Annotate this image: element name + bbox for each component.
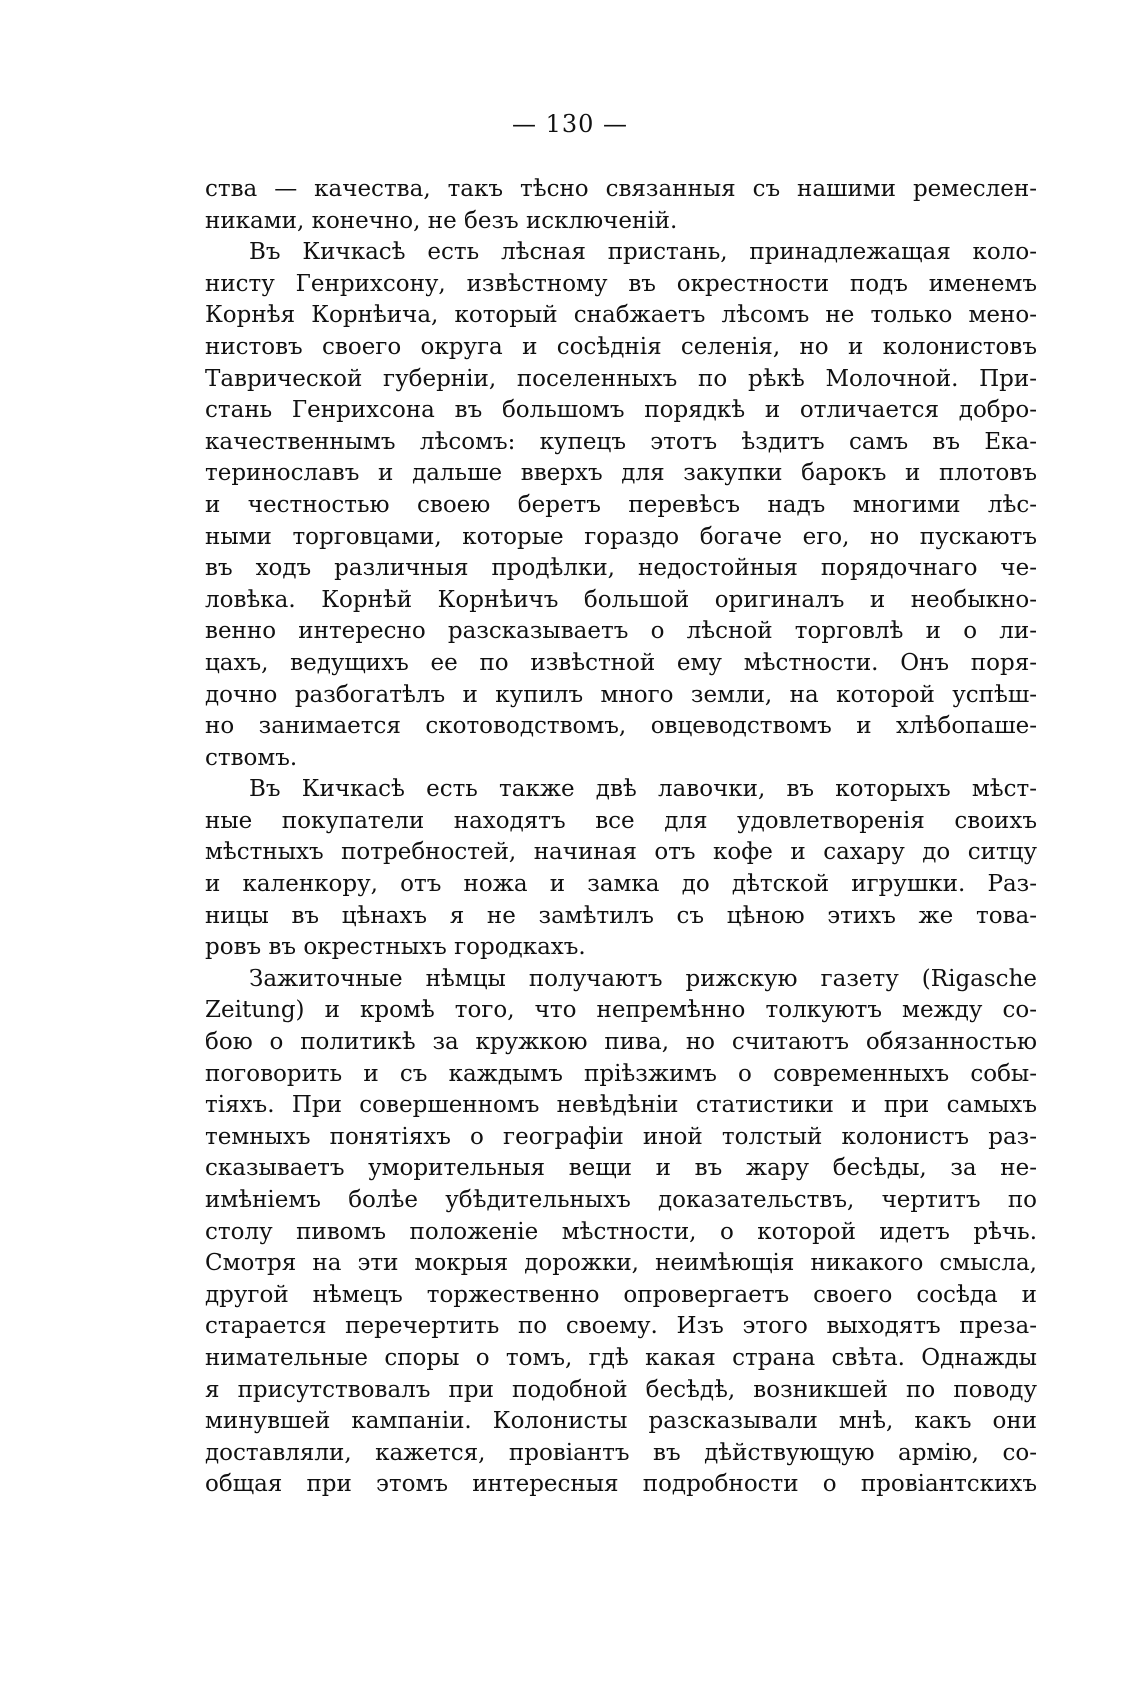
text-line: общая при этомъ интересныя подробности о провіантскихъ xyxy=(205,1471,1037,1498)
text-line: дочно разбогатѣлъ и купилъ много земли, на которой успѣш- xyxy=(205,681,1037,708)
body-text xyxy=(205,174,1037,1501)
text-line: и каленкору, отъ ножа и замка до дѣтской игрушки. Раз- xyxy=(205,871,1037,898)
text-line: минувшей кампаніи. Колонисты разсказывали мнѣ, какъ они xyxy=(205,1408,1037,1435)
text-line: Въ Кичкасѣ есть также двѣ лавочки, въ которыхъ мѣст- xyxy=(249,776,1037,803)
text-line: качественнымъ лѣсомъ: купецъ этотъ ѣздитъ самъ въ Ека- xyxy=(205,428,1037,455)
text-line: Смотря на эти мокрыя дорожки, неимѣющія никакого смысла, xyxy=(205,1250,1037,1277)
text-line: поговорить и съ каждымъ пріѣзжимъ о современныхъ собы- xyxy=(205,1060,1037,1087)
text-line: никами, конечно, не безъ исключеній. xyxy=(205,207,678,234)
text-line: стань Генрихсона въ большомъ порядкѣ и отличается добро- xyxy=(205,397,1037,424)
text-line: мѣстныхъ потребностей, начиная отъ кофе и сахару до ситцу xyxy=(205,839,1037,866)
text-line: темныхъ понятіяхъ о географіи иной толстый колонистъ раз- xyxy=(205,1123,1037,1150)
text-line: Въ Кичкасѣ есть лѣсная пристань, принадлежащая коло- xyxy=(249,239,1037,266)
text-line: имѣніемъ болѣе убѣдительныхъ доказательствъ, чертитъ по xyxy=(205,1187,1037,1213)
text-line: Таврической губерніи, поселенныхъ по рѣкѣ Молочной. При- xyxy=(205,365,1037,392)
text-line: въ ходъ различныя продѣлки, недостойныя порядочнаго че- xyxy=(205,555,1037,582)
text-line: нистовъ своего округа и сосѣднія селенія, но и колонистовъ xyxy=(205,333,1037,360)
text-line: старается перечертить по своему. Изъ этого выходятъ преза- xyxy=(205,1313,1037,1340)
text-line: доставляли, кажется, провіантъ въ дѣйствующую армію, со- xyxy=(205,1439,1037,1466)
text-line: ствомъ. xyxy=(205,744,298,771)
text-line: нисту Генрихсону, извѣстному въ окрестности подъ именемъ xyxy=(205,270,1037,297)
text-line: Зажиточные нѣмцы получаютъ рижскую газету (Rigasche xyxy=(249,965,1037,992)
text-line: ровъ въ окрестныхъ городкахъ. xyxy=(205,934,586,961)
text-line: цахъ, ведущихъ ее по извѣстной ему мѣстности. Онъ поря- xyxy=(205,649,1037,676)
text-line: и честностью своею беретъ перевѣсъ надъ многими лѣс- xyxy=(205,491,1037,518)
text-line: сказываетъ уморительныя вещи и въ жару бесѣды, за не- xyxy=(205,1155,1037,1182)
text-line: нимательные споры о томъ, гдѣ какая страна свѣта. Однажды xyxy=(205,1344,1037,1371)
page-number: — 130 — xyxy=(511,110,629,138)
text-line: Корнѣя Корнѣича, который снабжаетъ лѣсомъ не только мено- xyxy=(205,302,1037,329)
text-line: венно интересно разсказываетъ о лѣсной торговлѣ и о ли- xyxy=(205,618,1037,645)
text-line: Zeitung) и кромѣ того, что непремѣнно толкуютъ между со- xyxy=(205,997,1037,1024)
text-line: но занимается скотоводствомъ, овцеводствомъ и хлѣбопаше- xyxy=(205,713,1037,740)
text-line: теринославъ и дальше вверхъ для закупки барокъ и плотовъ xyxy=(205,460,1037,487)
text-line: ные покупатели находятъ все для удовлетворенія своихъ xyxy=(205,807,1037,834)
text-line: бою о политикѣ за кружкою пива, но считаютъ обязанностью xyxy=(205,1029,1037,1056)
text-line: тіяхъ. При совершенномъ невѣдѣніи статистики и при самыхъ xyxy=(205,1092,1037,1119)
text-line: столу пивомъ положеніе мѣстности, о которой идетъ рѣчь. xyxy=(205,1218,1037,1245)
text-line: я присутствовалъ при подобной бесѣдѣ, возникшей по поводу xyxy=(205,1376,1037,1403)
text-line: ницы въ цѣнахъ я не замѣтилъ съ цѣною этихъ же това- xyxy=(205,902,1037,929)
text-line: ства — качества, такъ тѣсно связанныя съ нашими ремеслен- xyxy=(205,176,1037,202)
text-line: ными торговцами, которые гораздо богаче его, но пускаютъ xyxy=(205,523,1037,550)
text-line: другой нѣмецъ торжественно опровергаетъ своего сосѣда и xyxy=(205,1281,1037,1308)
text-line: ловѣка. Корнѣй Корнѣичъ большой оригиналъ и необыкно- xyxy=(205,586,1037,613)
